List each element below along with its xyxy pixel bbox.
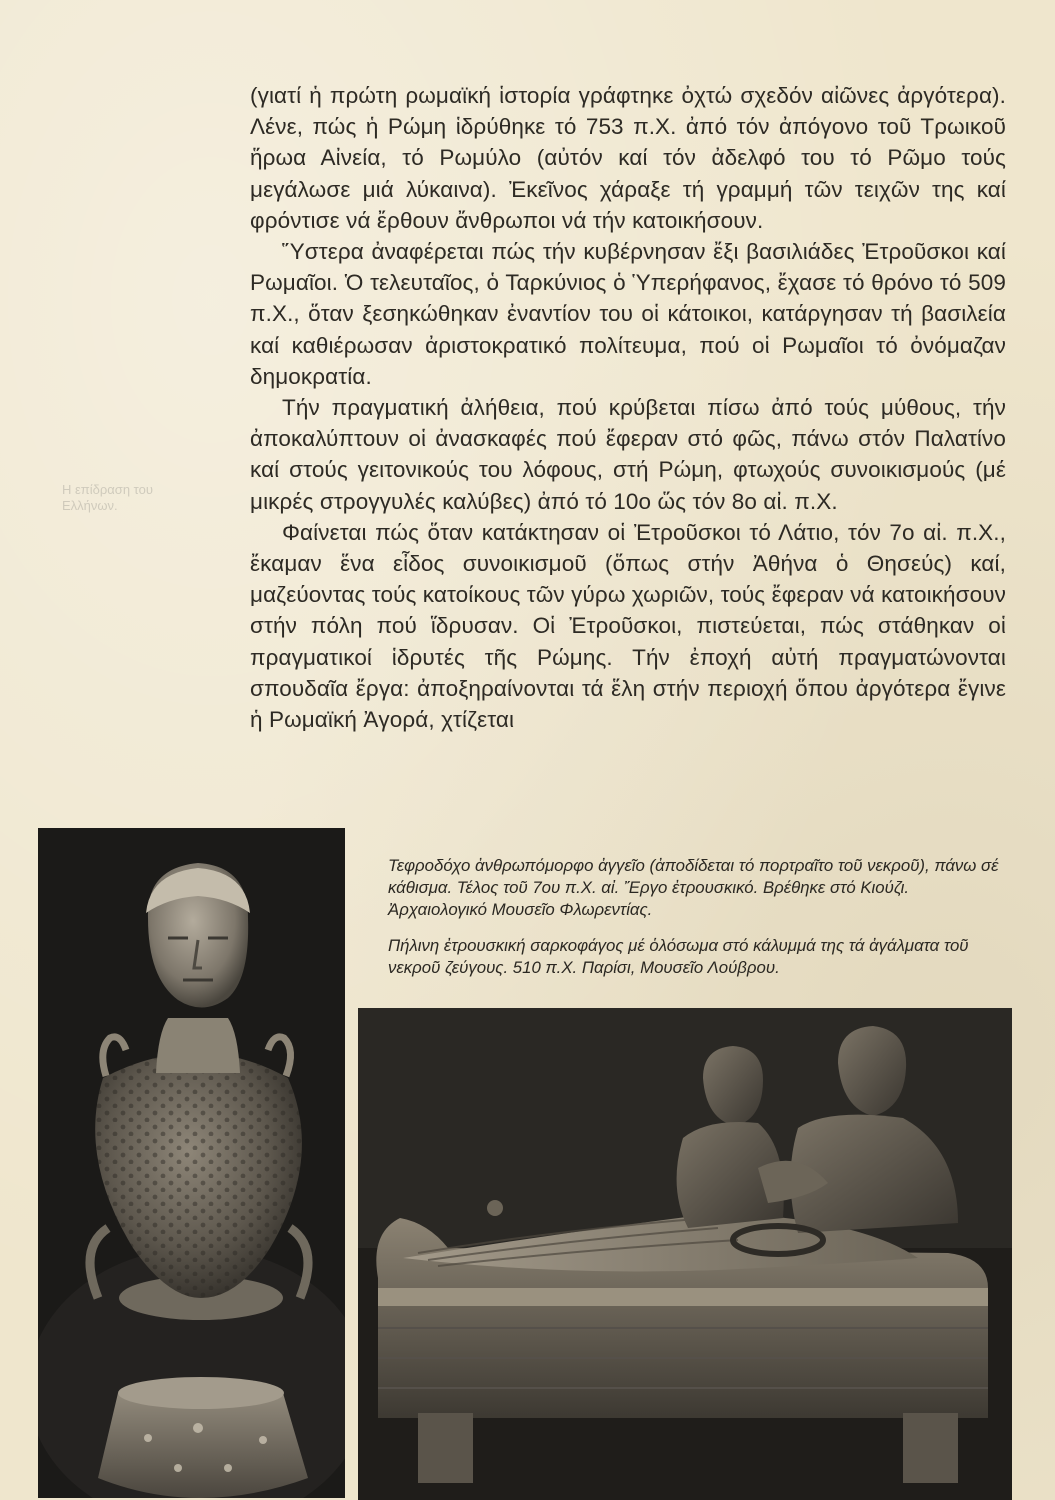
- cinerary-urn-illustration: [38, 828, 345, 1498]
- paragraph-2: Ὕστερα ἀναφέρεται πώς τήν κυβέρνησαν ἔξι βασιλιάδες Ἐτροῦσκοι καί Ρωμαῖοι. Ὁ τελευταῖος, ὁ Ταρκύνιος ὁ Ὑπερήφανος, ἔχασε τό θρόνο τό 509 π.Χ., ὅταν ξεσηκώθηκαν ἐναντίον του οἱ κάτοικοι, κατάργησαν τή βασιλεία καί καθιέρωσαν ἀριστοκρατικό πολίτευμα, πού οἱ Ρωμαῖοι τό ὀνόμαζαν δημοκρατία.: [250, 239, 1006, 389]
- paragraph-4: Φαίνεται πώς ὅταν κατάκτησαν οἱ Ἐτροῦσκοι τό Λάτιο, τόν 7ο αἰ. π.Χ., ἔκαμαν ἕνα εἶδος συνοικισμοῦ (ὅπως στήν Ἀθήνα ὁ Θησεύς) καί, μαζεύοντας τούς κατοίκους τῶν γύρω χωριῶν, τούς ἔφεραν νά κατοικήσουν στήν πόλη πού ἵδρυσαν. Οἱ Ἐτροῦσκοι, πιστεύεται, πώς στάθηκαν οἱ πραγματικοί ἱδρυτές τῆς Ρώμης. Τήν ἐποχή αὐτή πραγματώνονται σπουδαῖα ἔργα: ἀποξηραίνονται τά ἕλη στήν περιοχή ὅπου ἀργότερα ἔγινε ἡ Ρωμαϊκή Ἀγορά, χτίζεται: [250, 519, 1006, 733]
- bleed-line-1: Η επίδραση του: [62, 482, 153, 497]
- sarcophagus-photo: [358, 1008, 1012, 1500]
- sarcophagus-illustration: [358, 1008, 1012, 1500]
- caption-sarcophagus: Πήλινη ἐτρουσκική σαρκοφάγος μέ ὁλόσωμα στό κάλυμμά της τά ἀγάλματα τοῦ νεκροῦ ζεύγους. 510 π.Χ. Παρίσι, Μουσεῖο Λούβρου.: [388, 936, 969, 977]
- bleed-through-text: [62, 482, 153, 514]
- bleed-line-2: Ελλήνων.: [62, 498, 118, 513]
- paragraph-3: Τήν πραγματική ἀλήθεια, πού κρύβεται πίσω ἀπό τούς μύθους, τήν ἀποκαλύπτουν οἱ ἀνασκαφές πού ἔφεραν στό φῶς, πάνω στόν Παλατίνο καί στούς γειτονικούς του λόφους, στή Ρώμη, φτωχούς συνοικισμούς (μέ μικρές στρογγυλές καλύβες) ἀπό τό 10ο ὥς τόν 8ο αἰ. π.Χ.: [250, 395, 1006, 514]
- main-text: [250, 80, 1006, 735]
- paragraph-1: (γιατί ἡ πρώτη ρωμαϊκή ἱστορία γράφτηκε ὀχτώ σχεδόν αἰῶνες ἀργότερα). Λένε, πώς ἡ Ρώμη ἱδρύθηκε τό 753 π.Χ. ἀπό τόν ἀπόγονο τοῦ Τρωικοῦ ἥρωα Αἰνεία, τό Ρωμύλο (αὐτόν καί τόν ἀδελφό του τό Ρῶμο τούς μεγάλωσε μιά λύκαινα). Ἐκεῖνος χάραξε τή γραμμή τῶν τειχῶν της καί φρόντισε νά ἔρθουν ἄνθρωποι νά τήν κατοικήσουν.: [250, 83, 1006, 233]
- caption-urn: Τεφροδόχο ἀνθρωπόμορφο ἀγγεῖο (ἀποδίδεται τό πορτραῖτο τοῦ νεκροῦ), πάνω σέ κάθισμα. Τέλος τοῦ 7ου π.Χ. αἰ. Ἔργο ἐτρουσκικό. Βρέθηκε στό Κιούζι. Ἀρχαιολογικό Μουσεῖο Φλωρεντίας.: [388, 856, 999, 919]
- photo-captions: [388, 855, 1008, 979]
- cinerary-urn-photo: [38, 828, 345, 1498]
